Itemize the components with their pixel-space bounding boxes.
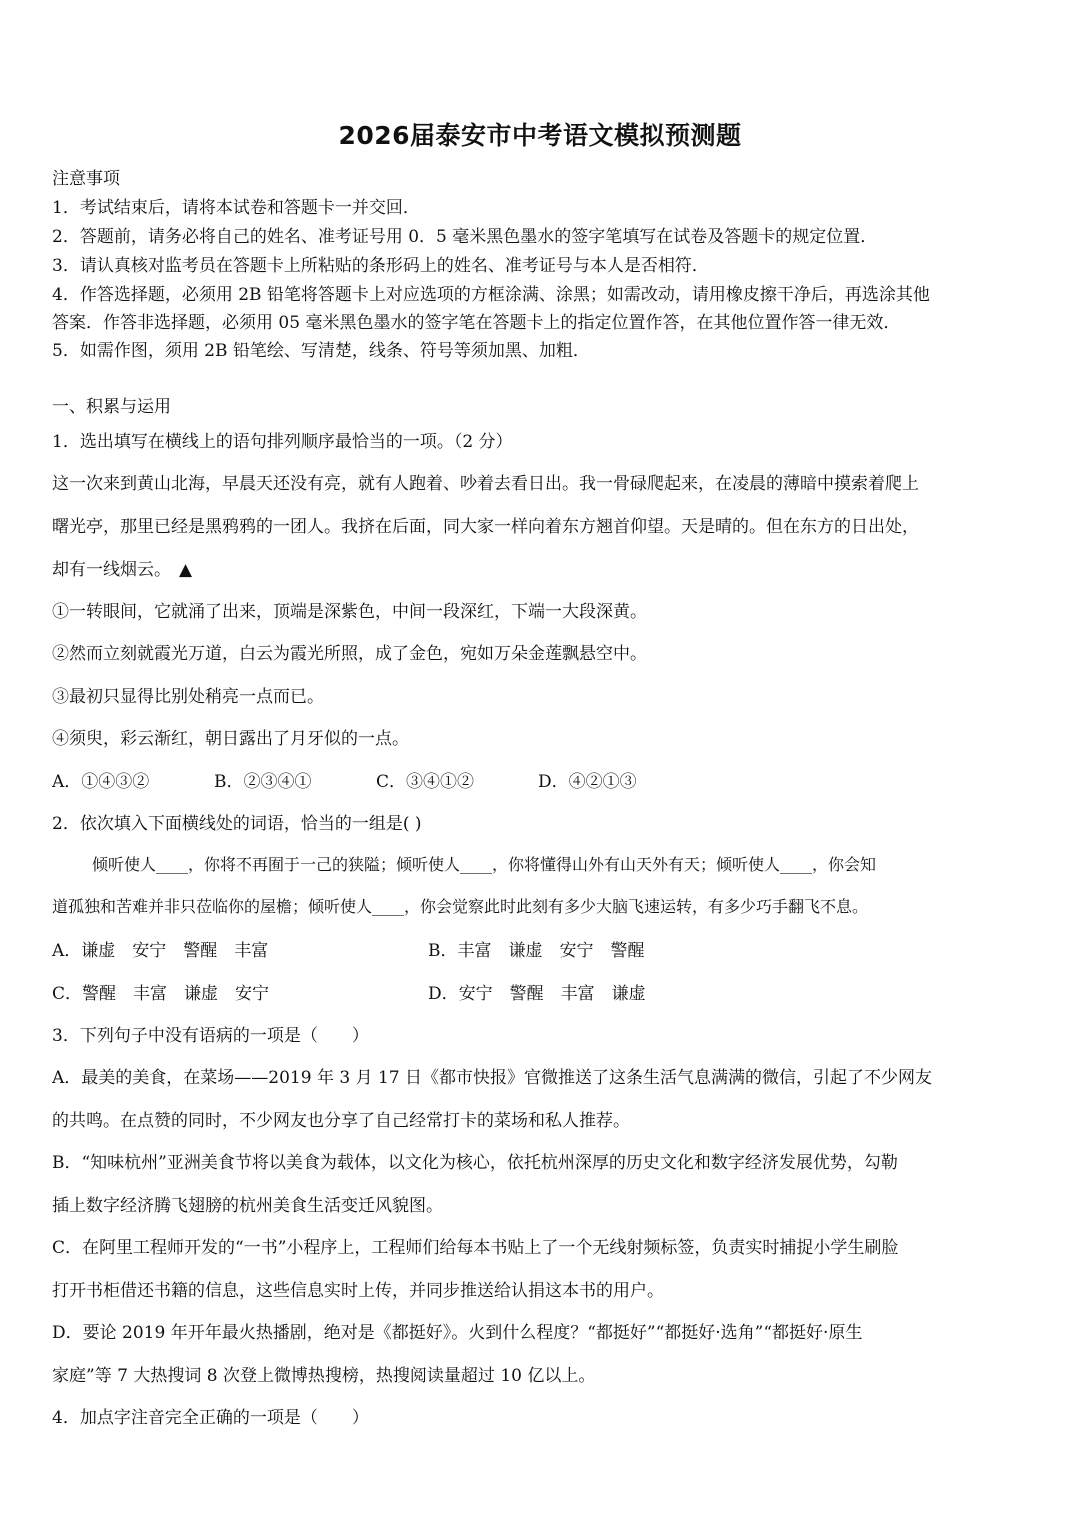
q1-passage-line	[52, 555, 192, 580]
q1-option-d: D．④②①③	[538, 772, 637, 792]
q1-option-c: C．③④①②	[376, 772, 475, 792]
q2-stem: 2．依次填入下面横线处的词语，恰当的一组是( )	[52, 814, 422, 834]
q1-option-b: B．②③④①	[214, 772, 312, 792]
note-item-5: 5．如需作图，须用 2B 铅笔绘、写清楚，线条、符号等须加黑、加粗．	[52, 341, 590, 361]
q2-passage-line: 倾听使人____，你将不再囿于一己的狭隘；倾听使人____，你将懂得山外有山天外有天；倾听使人____，你会知	[92, 855, 877, 874]
note-item-1: 1．考试结束后，请将本试卷和答题卡一并交回．	[52, 198, 420, 218]
blank-marker: ▲	[179, 560, 193, 580]
q2-option-a: A．谦虚 安宁 警醒 丰富	[52, 941, 269, 961]
q3-option-line: 插上数字经济腾飞翅膀的杭州美食生活变迁风貌图。	[52, 1196, 443, 1216]
q1-passage-line: 曙光亭，那里已经是黑鸦鸦的一团人。我挤在后面，同大家一样向着东方翘首仰望。天是晴的。但在东方的日出处，	[52, 517, 919, 537]
q2-options-row	[52, 936, 645, 961]
q1-sentence-1: ①一转眼间，它就涌了出来，顶端是深紫色，中间一段深红，下端一大段深黄。	[52, 602, 647, 622]
note-item-3: 3．请认真核对监考员在答题卡上所粘贴的条形码上的姓名、准考证号与本人是否相符．	[52, 256, 709, 276]
section-heading: 一、积累与运用	[52, 397, 171, 417]
q2-options-row	[52, 979, 646, 1004]
note-item-4: 4．作答选择题，必须用 2B 铅笔将答题卡上对应选项的方框涂满、涂黑；如需改动，请用橡皮擦干净后，再选涂其他	[52, 285, 930, 305]
exam-title: 2026届泰安市中考语文模拟预测题	[338, 121, 742, 150]
notes-heading: 注意事项	[52, 169, 120, 189]
note-item-2: 2．答题前，请务必将自己的姓名、准考证号用 0．5 毫米黑色墨水的签字笔填写在试卷及答题卡的规定位置．	[52, 227, 878, 247]
q1-sentence-3: ③最初只显得比别处稍亮一点而已。	[52, 687, 324, 707]
q1-option-a: A．①④③②	[52, 772, 150, 792]
q1-options	[52, 767, 637, 792]
q3-option-line: D．要论 2019 年开年最火热播剧，绝对是《都挺好》。火到什么程度？“都挺好”“都挺好·选角”“都挺好·原生	[52, 1323, 863, 1343]
q3-option-line: A．最美的美食，在菜场——2019 年 3 月 17 日《都市快报》官微推送了这条生活气息满满的微信，引起了不少网友	[52, 1068, 933, 1088]
q2-passage-line: 道孤独和苦难并非只莅临你的屋檐；倾听使人____，你会觉察此时此刻有多少大脑飞速运转，有多少巧手翻飞不息。	[52, 897, 869, 916]
q3-option-line: B．“知味杭州”亚洲美食节将以美食为载体，以文化为核心，依托杭州深厚的历史文化和数字经济发展优势，勾勒	[52, 1153, 898, 1173]
q3-option-line: C．在阿里工程师开发的“一书”小程序上，工程师们给每本书贴上了一个无线射频标签，负责实时捕捉小学生刷脸	[52, 1238, 899, 1258]
q1-stem: 1．选出填写在横线上的语句排列顺序最恰当的一项。（2 分）	[52, 432, 513, 452]
q3-option-line: 的共鸣。在点赞的同时，不少网友也分享了自己经常打卡的菜场和私人推荐。	[52, 1111, 630, 1131]
q4-stem: 4．加点字注音完全正确的一项是（ ）	[52, 1408, 369, 1428]
q3-option-line: 家庭”等 7 大热搜词 8 次登上微博热搜榜，热搜阅读量超过 10 亿以上。	[52, 1366, 596, 1386]
q2-option-c: C．警醒 丰富 谦虚 安宁	[52, 984, 270, 1004]
note-item-4-cont: 答案．作答非选择题，必须用 05 毫米黑色墨水的签字笔在答题卡上的指定位置作答，在其他位置作答一律无效．	[52, 313, 901, 333]
q1-sentence-2: ②然而立刻就霞光万道，白云为霞光所照，成了金色，宛如万朵金莲飘悬空中。	[52, 644, 647, 664]
q2-option-b: B．丰富 谦虚 安宁 警醒	[428, 941, 645, 961]
q1-passage-line: 这一次来到黄山北海，早晨天还没有亮，就有人跑着、吵着去看日出。我一骨碌爬起来，在凌晨的薄暗中摸索着爬上	[52, 474, 919, 494]
q3-option-line: 打开书柜借还书籍的信息，这些信息实时上传，并同步推送给认捐这本书的用户。	[52, 1281, 664, 1301]
q1-sentence-4: ④须臾，彩云渐红，朝日露出了月牙似的一点。	[52, 729, 409, 749]
q2-option-d: D．安宁 警醒 丰富 谦虚	[428, 984, 646, 1004]
q3-stem: 3．下列句子中没有语病的一项是（ ）	[52, 1026, 369, 1046]
q1-passage-text: 却有一线烟云。	[52, 560, 171, 580]
